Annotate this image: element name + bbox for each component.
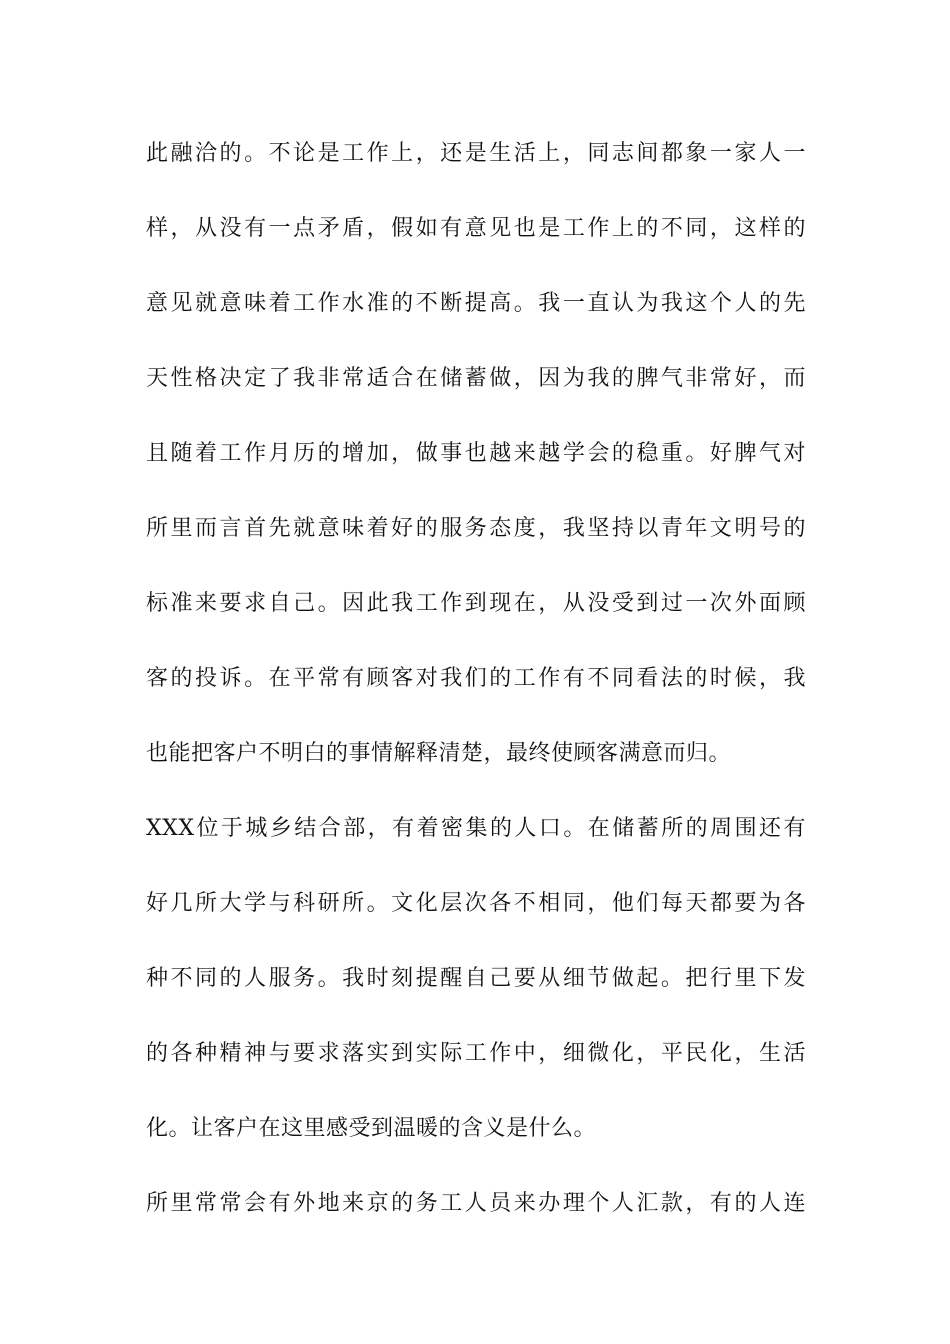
text-line: 且随着工作月历的增加，做事也越来越学会的稳重。好脾气对 (146, 441, 806, 466)
text-line: 此融洽的。不论是工作上，还是生活上，同志间都象一家人一 (146, 141, 806, 166)
text-line: 好几所大学与科研所。文化层次各不相同，他们每天都要为各 (146, 891, 806, 916)
text-line: 客的投诉。在平常有顾客对我们的工作有不同看法的时候，我 (146, 666, 806, 691)
text-line: 所里而言首先就意味着好的服务态度，我坚持以青年文明号的 (146, 516, 806, 541)
document-body (146, 131, 806, 1256)
text-line: 化。让客户在这里感受到温暖的含义是什么。 (146, 1116, 597, 1141)
text-line: 天性格决定了我非常适合在储蓄做，因为我的脾气非常好，而 (146, 366, 806, 391)
text-line: 样，从没有一点矛盾，假如有意见也是工作上的不同，这样的 (146, 216, 806, 241)
text-line: XXX位于城乡结合部，有着密集的人口。在储蓄所的周围还有 (146, 816, 806, 841)
text-line: 意见就意味着工作水准的不断提高。我一直认为我这个人的先 (146, 291, 806, 316)
text-line: 也能把客户不明白的事情解释清楚，最终使顾客满意而归。 (146, 741, 732, 766)
text-line: 的各种精神与要求落实到实际工作中，细微化，平民化，生活 (146, 1041, 806, 1066)
text-line: 所里常常会有外地来京的务工人员来办理个人汇款，有的人连 (146, 1191, 806, 1216)
text-line: 标准来要求自己。因此我工作到现在，从没受到过一次外面顾 (146, 591, 806, 616)
text-line: 种不同的人服务。我时刻提醒自己要从细节做起。把行里下发 (146, 966, 806, 991)
